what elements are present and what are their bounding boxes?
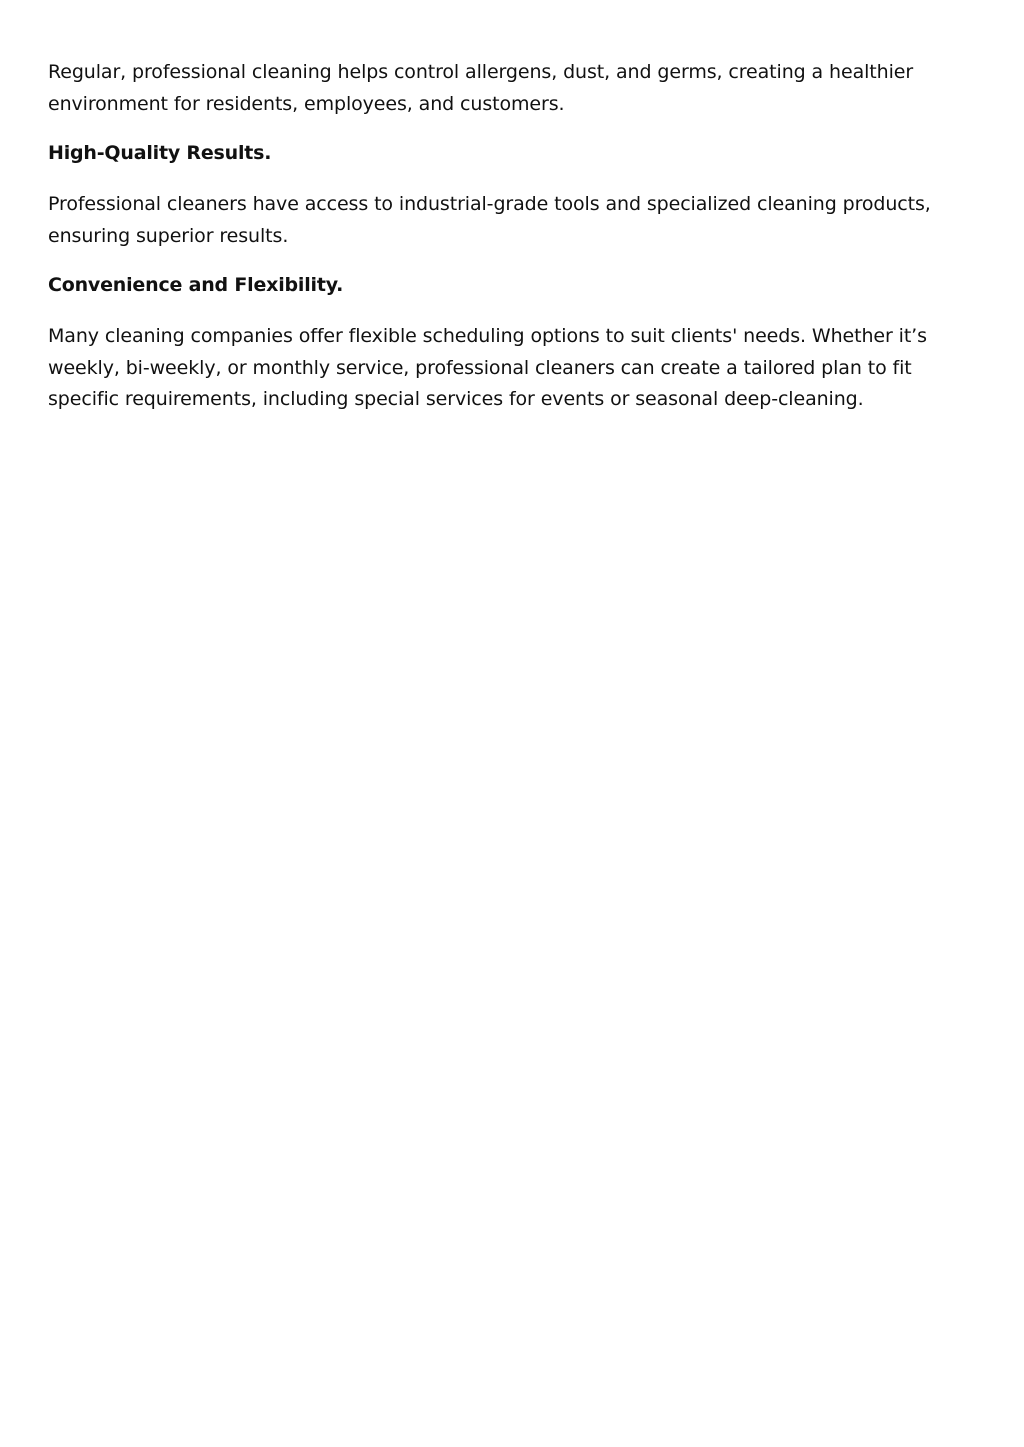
heading-convenience-flexibility: Convenience and Flexibility.: [48, 274, 344, 296]
paragraph-high-quality-results: Professional cleaners have access to industrial-grade tools and specialized cleaning products, ensuring superior results.: [48, 193, 931, 247]
paragraph-convenience-flexibility: Many cleaning companies offer flexible scheduling options to suit clients' needs. Whether it’s weekly, bi-weekly, or monthly service, professional cleaners can create a tailored plan to fit specific requirements, including special services for events or seasonal deep-cleaning.: [48, 325, 927, 410]
document-page: [48, 57, 988, 434]
heading-high-quality-results: High-Quality Results.: [48, 142, 272, 164]
paragraph-health-benefits: Regular, professional cleaning helps control allergens, dust, and germs, creating a healthier environment for residents, employees, and customers.: [48, 61, 914, 115]
